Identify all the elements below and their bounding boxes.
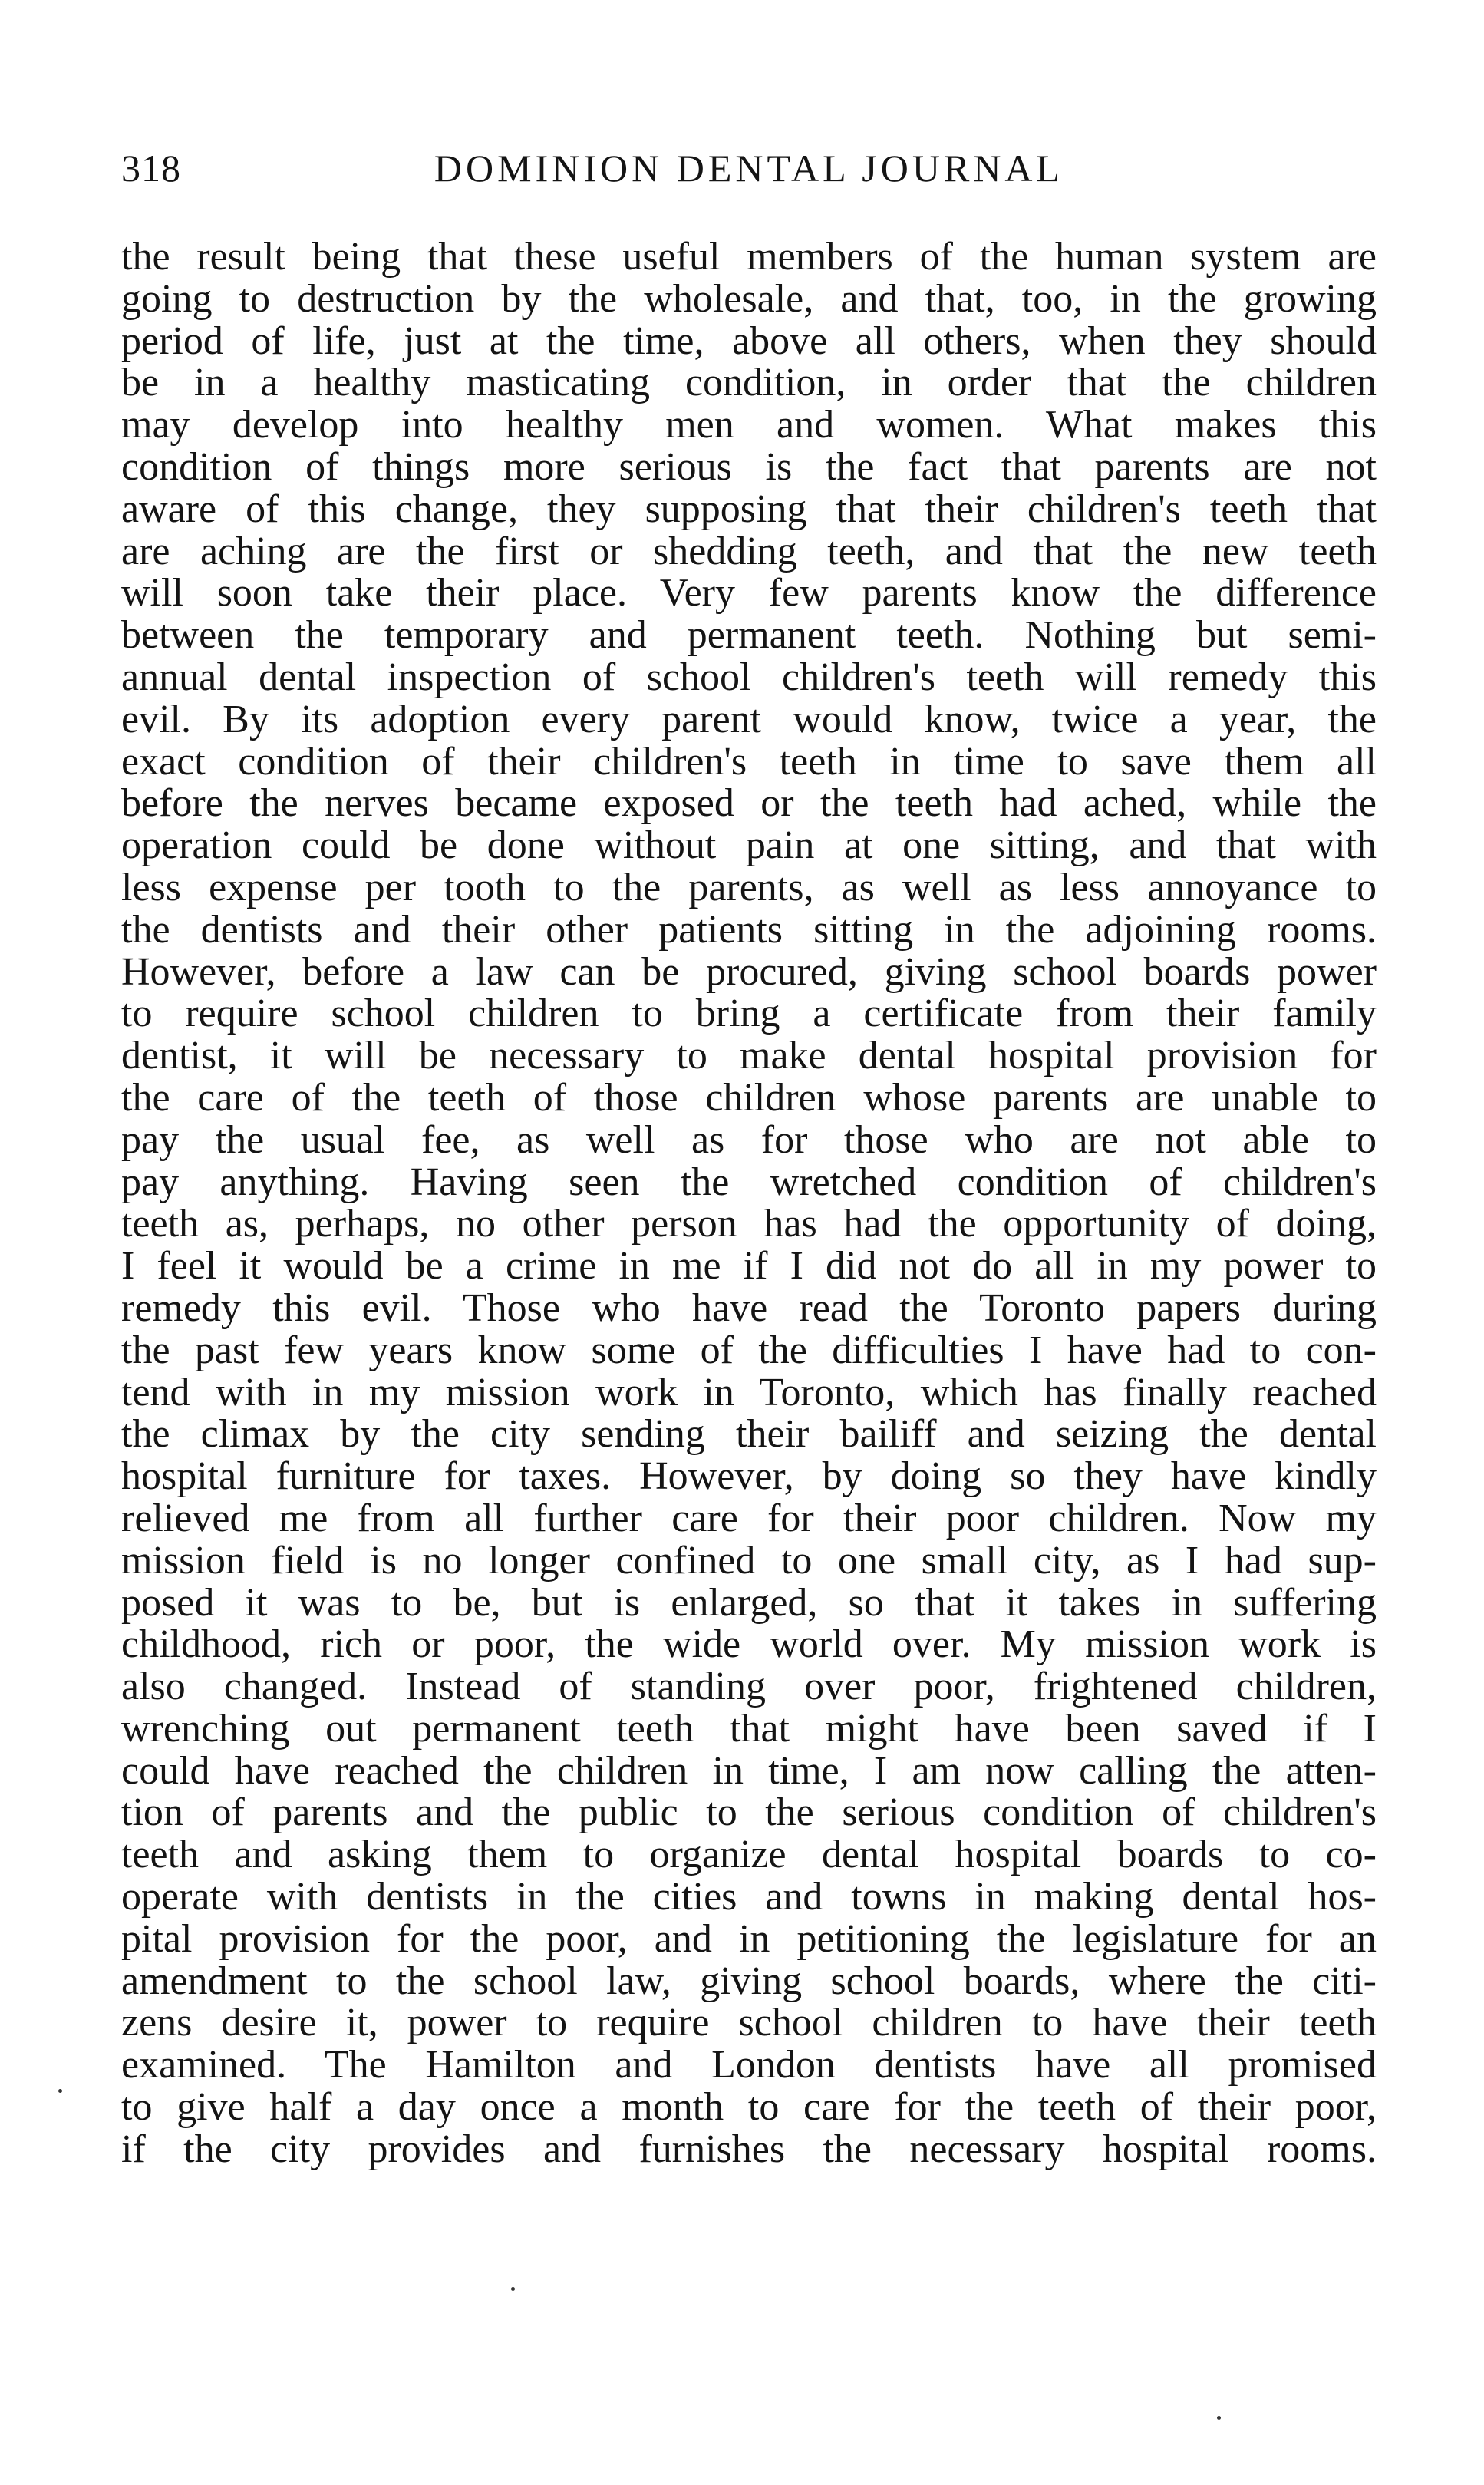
text-line: between the temporary and permanent teeth. Nothing but semi- [121,613,1377,658]
text-line: However, before a law can be procured, giving school boards power [121,949,1377,994]
page-number: 318 [121,147,181,190]
text-line: are aching are the first or shedding teeth, and that the new teeth [121,529,1377,573]
text-line: may develop into healthy men and women. What makes this [121,403,1377,447]
print-speck [511,2287,515,2291]
text-line: pital provision for the poor, and in petitioning the legislature for an [121,1916,1377,1961]
text-line: also changed. Instead of standing over poor, frightened children, [121,1665,1377,1709]
text-line: teeth and asking them to organize dental hospital boards to co- [121,1833,1377,1877]
page-header [121,146,1377,207]
text-line: to require school children to bring a certificate from their family [121,992,1377,1036]
text-line: amendment to the school law, giving school boards, where the citi- [121,1959,1377,2003]
text-line: examined. The Hamilton and London dentists have all promised [121,2043,1377,2087]
text-line: condition of things more serious is the fact that parents are not [121,444,1377,489]
text-line: exact condition of their children's teeth in time to save them all [121,739,1377,784]
text-line: pay the usual fee, as well as for those who are not able to [121,1117,1377,1162]
text-line: aware of this change, they supposing that their children's teeth that [121,487,1377,531]
text-line: evil. By its adoption every parent would know, twice a year, the [121,697,1377,741]
text-line: going to destruction by the wholesale, and that, too, in the growing [121,276,1377,321]
text-line: to give half a day once a month to care for the teeth of their poor, [121,2085,1377,2130]
text-line: remedy this evil. Those who have read the Toronto papers during [121,1285,1377,1330]
text-line: the climax by the city sending their bailiff and seizing the dental [121,1412,1377,1457]
text-line: the result being that these useful members of the human system are [121,235,1377,279]
text-line: relieved me from all further care for their poor children. Now my [121,1496,1377,1540]
running-head: DOMINION DENTAL JOURNAL [434,147,1064,190]
text-line: operate with dentists in the cities and towns in making dental hos- [121,1875,1377,1919]
text-line: posed it was to be, but is enlarged, so that it takes in suffering [121,1580,1377,1625]
text-line: operation could be done without pain at one sitting, and that with [121,823,1377,868]
text-line: could have reached the children in time, I am now calling the atten- [121,1748,1377,1793]
text-line: wrenching out permanent teeth that might have been saved if I [121,1706,1377,1751]
text-line: dentist, it will be necessary to make dental hospital provision for [121,1034,1377,1078]
text-line: before the nerves became exposed or the teeth had ached, while the [121,781,1377,826]
text-line: if the city provides and furnishes the necessary hospital rooms. [121,2127,1377,2171]
text-line: childhood, rich or poor, the wide world over. My mission work is [121,1622,1377,1667]
text-line: the dentists and their other patients sitting in the adjoining rooms. [121,907,1377,952]
text-line: tion of parents and the public to the serious condition of children's [121,1790,1377,1835]
text-line: pay anything. Having seen the wretched condition of children's [121,1160,1377,1204]
text-line: period of life, just at the time, above all others, when they should [121,318,1377,363]
text-line: I feel it would be a crime in me if I did not do all in my power to [121,1244,1377,1289]
text-line: teeth as, perhaps, no other person has had the opportunity of doing, [121,1202,1377,1246]
text-line: hospital furniture for taxes. However, by doing so they have kindly [121,1454,1377,1499]
text-line: annual dental inspection of school children's teeth will remedy this [121,655,1377,699]
body-text [121,236,1377,2171]
journal-page [121,146,1377,2171]
text-line: will soon take their place. Very few parents know the difference [121,571,1377,615]
text-line: the past few years know some of the difficulties I have had to con- [121,1328,1377,1372]
text-line: zens desire it, power to require school children to have their teeth [121,2001,1377,2045]
print-speck [1217,2416,1221,2420]
text-line: less expense per tooth to the parents, as well as less annoyance to [121,865,1377,909]
text-line: tend with in my mission work in Toronto, which has finally reached [121,1370,1377,1414]
text-line: be in a healthy masticating condition, in order that the children [121,361,1377,405]
print-speck [58,2089,62,2093]
text-line: mission field is no longer confined to one small city, as I had sup- [121,1538,1377,1582]
text-line: the care of the teeth of those children whose parents are unable to [121,1075,1377,1120]
